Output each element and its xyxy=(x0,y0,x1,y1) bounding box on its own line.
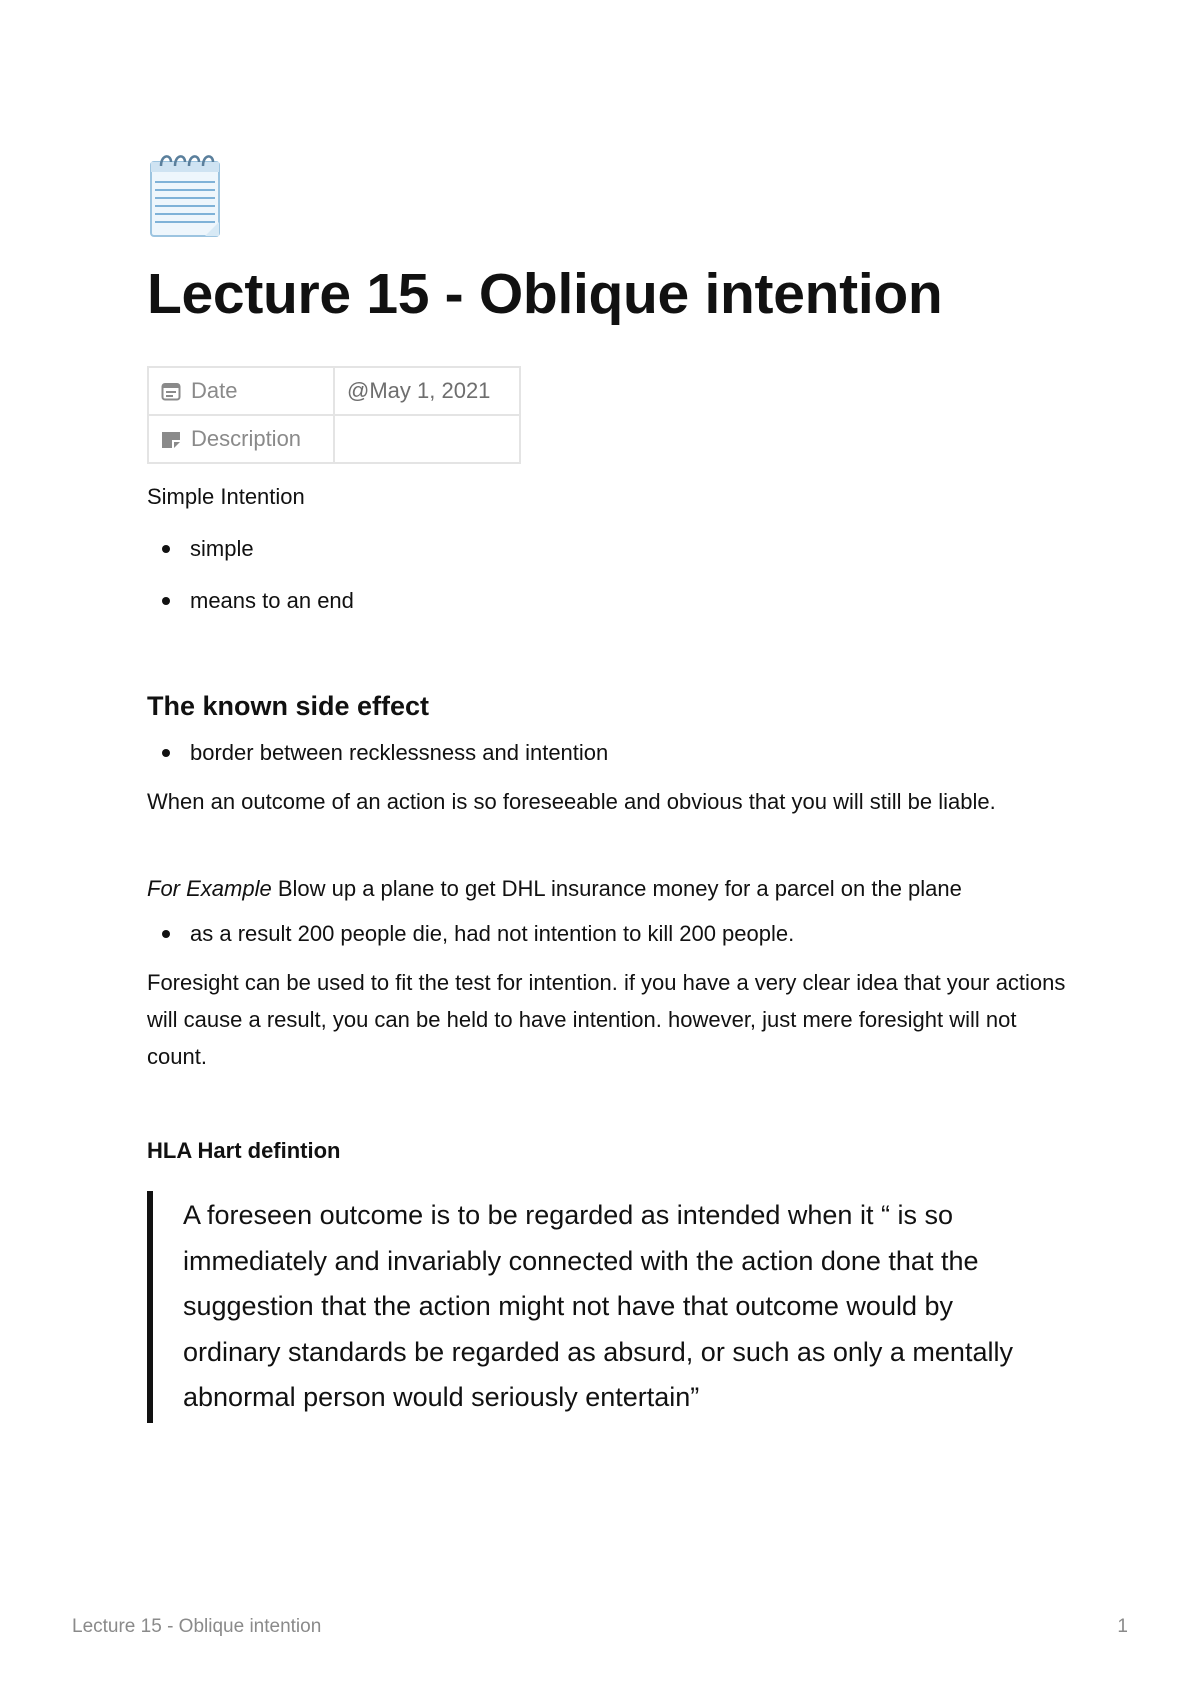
list-item: as a result 200 people die, had not intention to kill 200 people. xyxy=(147,915,1067,952)
property-key-description xyxy=(148,415,334,463)
property-value-description[interactable] xyxy=(334,415,520,463)
paragraph-example xyxy=(147,870,1067,907)
footer-page-number: 1 xyxy=(1117,1616,1128,1637)
heading-known-side-effect: The known side effect xyxy=(147,691,430,722)
paragraph-simple-intention: Simple Intention xyxy=(147,484,305,510)
calendar-icon xyxy=(161,381,181,401)
property-row-description xyxy=(148,415,520,463)
property-value-date[interactable]: @May 1, 2021 xyxy=(334,367,520,415)
bullet-list-example xyxy=(147,915,1067,952)
page-content xyxy=(147,150,1067,1423)
example-text: Blow up a plane to get DHL insurance money for a parcel on the plane xyxy=(271,876,962,902)
notepad-icon xyxy=(147,150,227,238)
bullet-list-simple xyxy=(147,530,1067,619)
blockquote-hart-definition: A foreseen outcome is to be regarded as intended when it “ is so immediately and invariably connected with the action done that the suggestion that the action might not have that outcome would by ordinary standards be regarded as absurd, or such as only a mentally abnormal person would seriously entertain” xyxy=(147,1191,1043,1423)
heading-hla-hart: HLA Hart defintion xyxy=(147,1138,341,1164)
bullet-list-side-effect xyxy=(147,734,1067,771)
list-item: border between recklessness and intention xyxy=(147,734,1067,771)
footer-title: Lecture 15 - Oblique intention xyxy=(72,1616,322,1637)
page-footer xyxy=(72,1616,1128,1638)
list-item: means to an end xyxy=(147,582,1067,619)
property-key-date xyxy=(148,367,334,415)
properties-table xyxy=(147,366,521,464)
paragraph-foresight: Foresight can be used to fit the test for intention. if you have a very clear idea that your actions will cause a result, you can be held to have intention. however, just mere foresight will not count. xyxy=(147,970,1066,1070)
text-lines-icon xyxy=(161,429,181,449)
property-row-date xyxy=(148,367,520,415)
property-name: Description xyxy=(191,426,302,452)
property-name: Date xyxy=(191,378,238,404)
page-title: Lecture 15 - Oblique intention xyxy=(147,262,943,326)
list-item: simple xyxy=(147,530,1067,567)
example-label: For Example xyxy=(147,876,272,902)
paragraph-outcome: When an outcome of an action is so foreseeable and obvious that you will still be liable. xyxy=(147,789,996,815)
